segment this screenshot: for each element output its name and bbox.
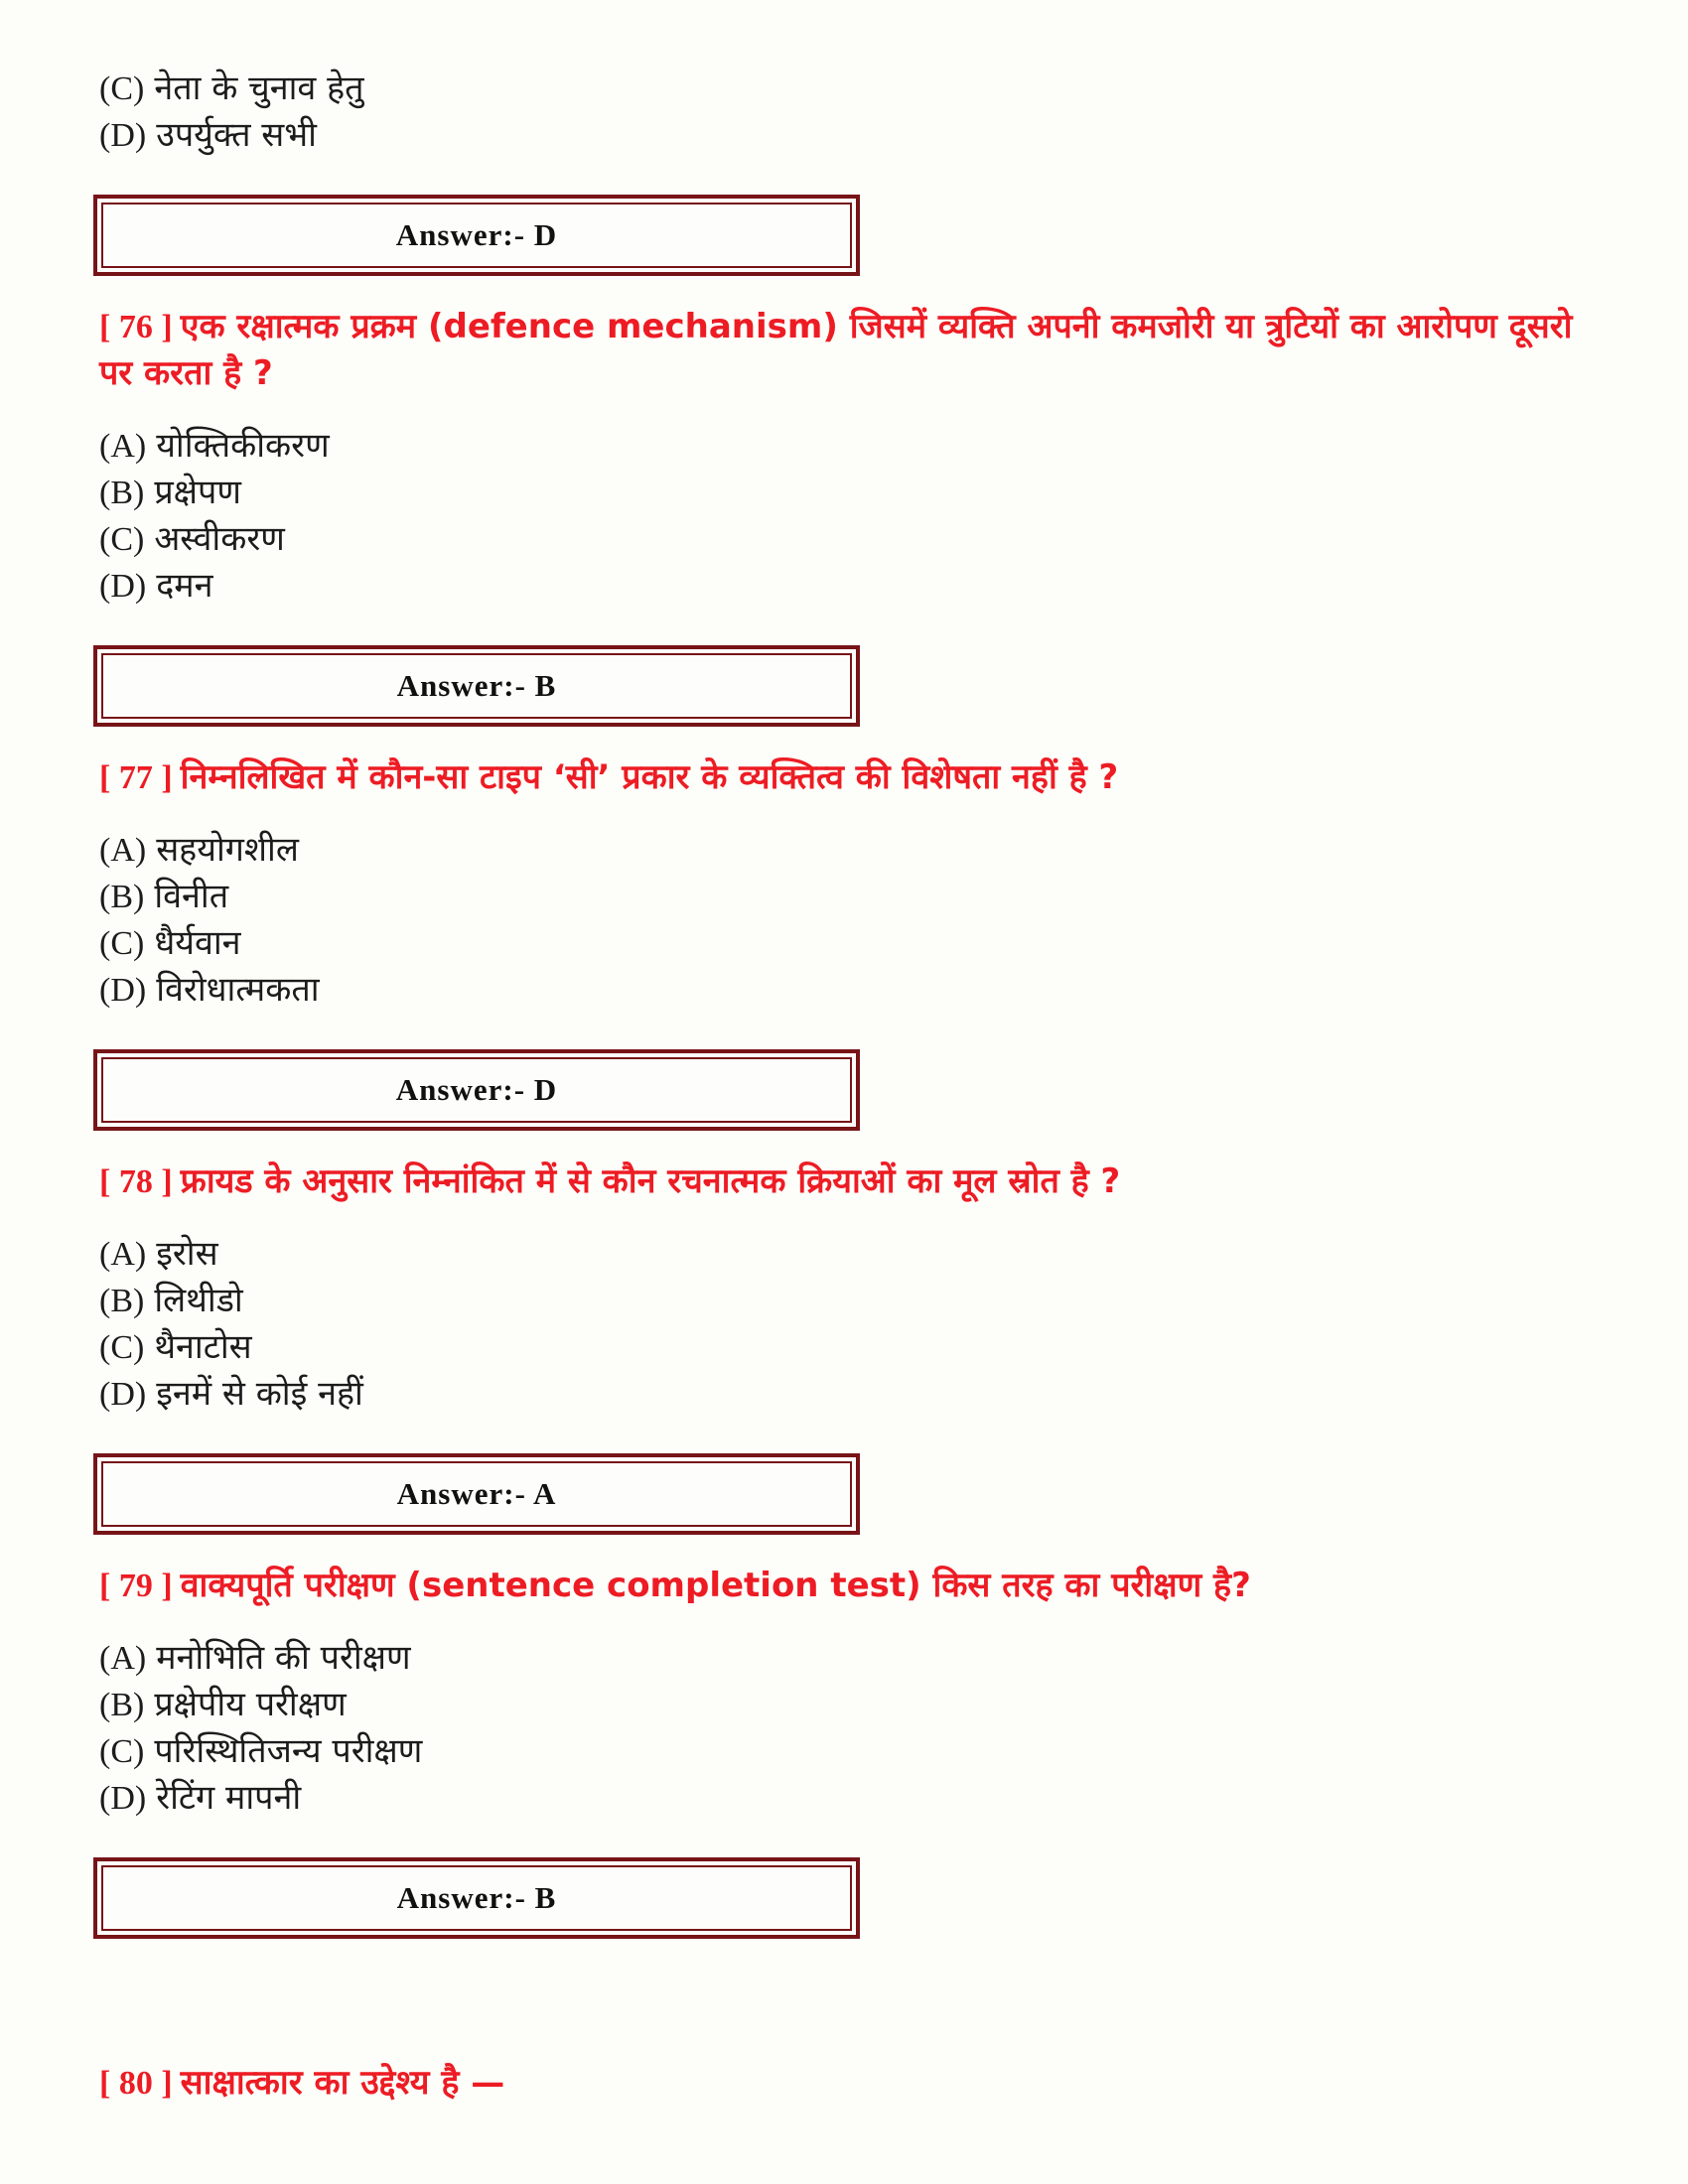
- option-label: (B): [99, 1283, 145, 1319]
- option-row: [99, 967, 1609, 1014]
- option-row: [99, 1682, 1609, 1728]
- option-text: इरोस: [156, 1234, 218, 1274]
- option-text: मनोभिति की परीक्षण: [156, 1638, 411, 1678]
- option-row: [99, 112, 1609, 159]
- question-block-78: [99, 1159, 1609, 1535]
- option-row: [99, 1728, 1609, 1775]
- question-number: [ 78 ]: [99, 1163, 173, 1200]
- option-label: (B): [99, 879, 145, 915]
- option-text: रेटिंग मापनी: [156, 1778, 302, 1818]
- option-text: धैर्यवान: [154, 923, 241, 963]
- question-heading: [99, 304, 1609, 397]
- answer-text: Answer:- A: [396, 1476, 557, 1511]
- option-text: इनमें से कोई नहीं: [156, 1374, 363, 1414]
- answer-box-inner: [101, 1461, 852, 1527]
- option-text: परिस्थितिजन्य परीक्षण: [154, 1731, 423, 1771]
- option-label: (C): [99, 521, 145, 558]
- question-number: [ 77 ]: [99, 759, 173, 796]
- option-text: उपर्युक्त सभी: [156, 115, 317, 155]
- option-text: अस्वीकरण: [154, 519, 285, 559]
- option-row: [99, 920, 1609, 967]
- option-row: [99, 470, 1609, 516]
- answer-box-inner: [101, 203, 852, 268]
- question-text: एक रक्षात्मक प्रक्रम (defence mechanism) जिसमें व्यक्ति अपनी कमजोरी या त्रुटियों का आरोपण दूसरो पर करता है ?: [99, 307, 1573, 393]
- option-label: (D): [99, 568, 147, 605]
- question-heading: [99, 754, 1609, 801]
- question-number: [ 79 ]: [99, 1568, 173, 1604]
- question-text: वाक्यपूर्ति परीक्षण (sentence completion test) किस तरह का परीक्षण है?: [180, 1566, 1251, 1605]
- option-label: (D): [99, 1376, 147, 1413]
- option-label: (A): [99, 428, 147, 465]
- option-label: (D): [99, 117, 147, 154]
- option-text: प्रक्षेपीय परीक्षण: [154, 1685, 347, 1724]
- option-row: [99, 1775, 1609, 1822]
- question-options: [99, 423, 1609, 610]
- option-row: [99, 1635, 1609, 1682]
- option-text: नेता के चुनाव हेतु: [154, 68, 364, 108]
- answer-box-inner: [101, 653, 852, 719]
- answer-box: [93, 195, 860, 276]
- option-label: (A): [99, 832, 147, 869]
- option-row: [99, 1278, 1609, 1324]
- question-text: साक्षात्कार का उद्देश्य है —: [180, 2063, 505, 2103]
- option-label: (C): [99, 1733, 145, 1770]
- question-options: [99, 1231, 1609, 1418]
- answer-box-inner: [101, 1057, 852, 1123]
- option-label: (D): [99, 972, 147, 1009]
- option-row: [99, 1371, 1609, 1418]
- option-row: [99, 874, 1609, 920]
- option-label: (B): [99, 1687, 145, 1723]
- option-label: (C): [99, 70, 145, 107]
- option-row: [99, 1324, 1609, 1371]
- option-row: [99, 1231, 1609, 1278]
- answer-box: [93, 1049, 860, 1131]
- answer-box-inner: [101, 1865, 852, 1931]
- answer-box: [93, 645, 860, 727]
- question-heading: [99, 1563, 1609, 1609]
- question-options: [99, 1635, 1609, 1822]
- question-block-77: [99, 754, 1609, 1131]
- option-text: योक्तिकीकरण: [156, 426, 330, 466]
- question-heading: [99, 1159, 1609, 1205]
- option-label: (C): [99, 925, 145, 962]
- question-number: [ 76 ]: [99, 309, 173, 345]
- option-text: दमन: [156, 566, 213, 606]
- option-row: [99, 827, 1609, 874]
- option-text: विनीत: [154, 877, 229, 916]
- question-heading: [99, 2060, 1609, 2107]
- option-row: [99, 66, 1609, 112]
- option-label: (A): [99, 1236, 147, 1273]
- answer-text: Answer:- B: [396, 1880, 557, 1915]
- question-options: [99, 827, 1609, 1014]
- answer-text: Answer:- D: [395, 217, 558, 252]
- option-text: विरोधात्मकता: [156, 970, 320, 1010]
- answer-text: Answer:- B: [396, 668, 557, 703]
- question-text: फ्रायड के अनुसार निम्नांकित में से कौन रचनात्मक क्रियाओं का मूल स्रोत है ?: [180, 1161, 1121, 1201]
- option-row: [99, 423, 1609, 470]
- option-label: (A): [99, 1640, 147, 1677]
- option-label: (D): [99, 1780, 147, 1817]
- option-text: सहयोगशील: [156, 830, 299, 870]
- option-text: प्रक्षेपण: [154, 473, 241, 512]
- option-text: लिथीडो: [154, 1281, 243, 1320]
- question-block-76: [99, 304, 1609, 727]
- option-row: [99, 516, 1609, 563]
- answer-box: [93, 1857, 860, 1939]
- option-text: थैनाटोस: [154, 1327, 252, 1367]
- question-block-79: [99, 1563, 1609, 1939]
- answer-box: [93, 1453, 860, 1535]
- answer-text: Answer:- D: [395, 1072, 558, 1107]
- partial-question-options: [99, 66, 1609, 159]
- option-label: (B): [99, 475, 145, 511]
- option-label: (C): [99, 1329, 145, 1366]
- question-text: निम्नलिखित में कौन-सा टाइप ‘सी’ प्रकार के व्यक्तित्व की विशेषता नहीं है ?: [180, 757, 1119, 797]
- option-row: [99, 563, 1609, 610]
- question-number: [ 80 ]: [99, 2065, 173, 2102]
